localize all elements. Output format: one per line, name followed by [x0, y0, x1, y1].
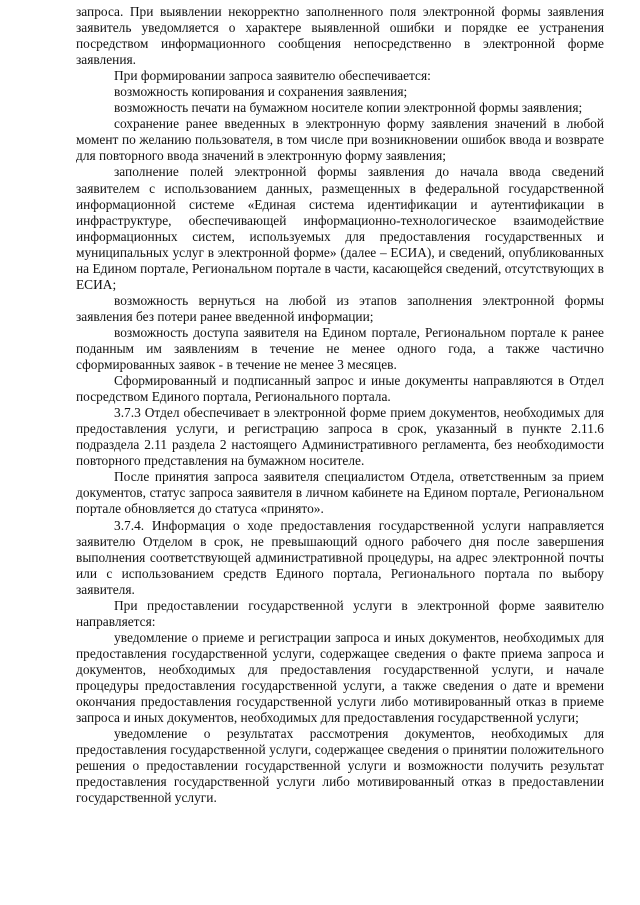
paragraph-item: возможность печати на бумажном носителе копии электронной формы заявления; — [114, 100, 583, 116]
paragraph: Сформированный и подписанный запрос и иные документы направляются в Отдел посредством Единого портала, Регионального портала. — [76, 373, 604, 405]
paragraph-item: сохранение ранее введенных в электронную форму заявления значений в любой момент по желанию пользователя, в том числе при возникновении ошибок ввода и возврате для повторного ввода значений в электронную форму заявления; — [76, 116, 604, 164]
paragraph-intro-list: При предоставлении государственной услуги в электронной форме заявителю направляется: — [76, 597, 604, 629]
paragraph-item: уведомление о результатах рассмотрения документов, необходимых для предоставления государственной услуги, содержащее сведения о принятии положительного решения о предоставлении государственной услуги и возможности получить результат предоставления государственной услуги либо мотивированный отказ в предоставлении государственной услуги. — [76, 726, 604, 806]
paragraph-item: возможность вернуться на любой из этапов заполнения электронной формы заявления без потери ранее введенной информации; — [76, 292, 604, 324]
paragraph-item: заполнение полей электронной формы заявления до начала ввода сведений заявителем с использованием данных, размещенных в федеральной государственной информационной системе «Единая система идентификации и аутентификации в инфраструктуре, обеспечивающей информационно-технологическое взаимодействие информационных систем, используемых для предоставления государственных и муниципальных услуг в электронной форме» (далее – ЕСИА), и сведений, опубликованных на Едином портале, Региональном портале в части, касающейся сведений, отсутствующих в ЕСИА; — [76, 164, 604, 292]
paragraph-continuation: запроса. При выявлении некорректно заполненного поля электронной формы заявления заявитель уведомляется о характере выявленной ошибки и порядке ее устранения посредством информационного сообщения непосредственно в электронной форме заявления. — [76, 4, 604, 68]
document-page — [76, 4, 604, 806]
paragraph-item: возможность копирования и сохранения заявления; — [114, 84, 408, 100]
paragraph: После принятия запроса заявителя специалистом Отдела, ответственным за прием документов, статус запроса заявителя в личном кабинете на Едином портале, Региональном портале обновляется до статуса «принято». — [76, 469, 604, 517]
paragraph-intro-list: При формировании запроса заявителю обеспечивается: — [114, 68, 431, 84]
paragraph-section-3-7-3: 3.7.3 Отдел обеспечивает в электронной форме прием документов, необходимых для предоставления услуги, и регистрацию запроса в срок, указанный в пункте 2.11.6 подраздела 2.11 раздела 2 настоящего Административного регламента, без необходимости повторного представления на бумажном носителе. — [76, 405, 604, 469]
paragraph-item: уведомление о приеме и регистрации запроса и иных документов, необходимых для предоставления государственной услуги, содержащее сведения о факте приема запроса и документов, необходимых для предоставления государственной услуги, и начале процедуры предоставления государственной услуги, а также сведения о дате и времени окончания предоставления государственной услуги либо мотивированный отказ в приеме запроса и иных документов, необходимых для предоставления государственной услуги; — [76, 629, 604, 726]
paragraph-section-3-7-4: 3.7.4. Информация о ходе предоставления государственной услуги направляется заявителю Отделом в срок, не превышающий одного рабочего дня после завершения выполнения соответствующей административной процедуры, на адрес электронной почты или с использованием средств Единого портала, Регионального портала по выбору заявителя. — [76, 517, 604, 597]
paragraph-item: возможность доступа заявителя на Едином портале, Региональном портале к ранее поданным им заявлениям в течение не менее одного года, а также частично сформированных заявок - в течение не менее 3 месяцев. — [76, 324, 604, 373]
